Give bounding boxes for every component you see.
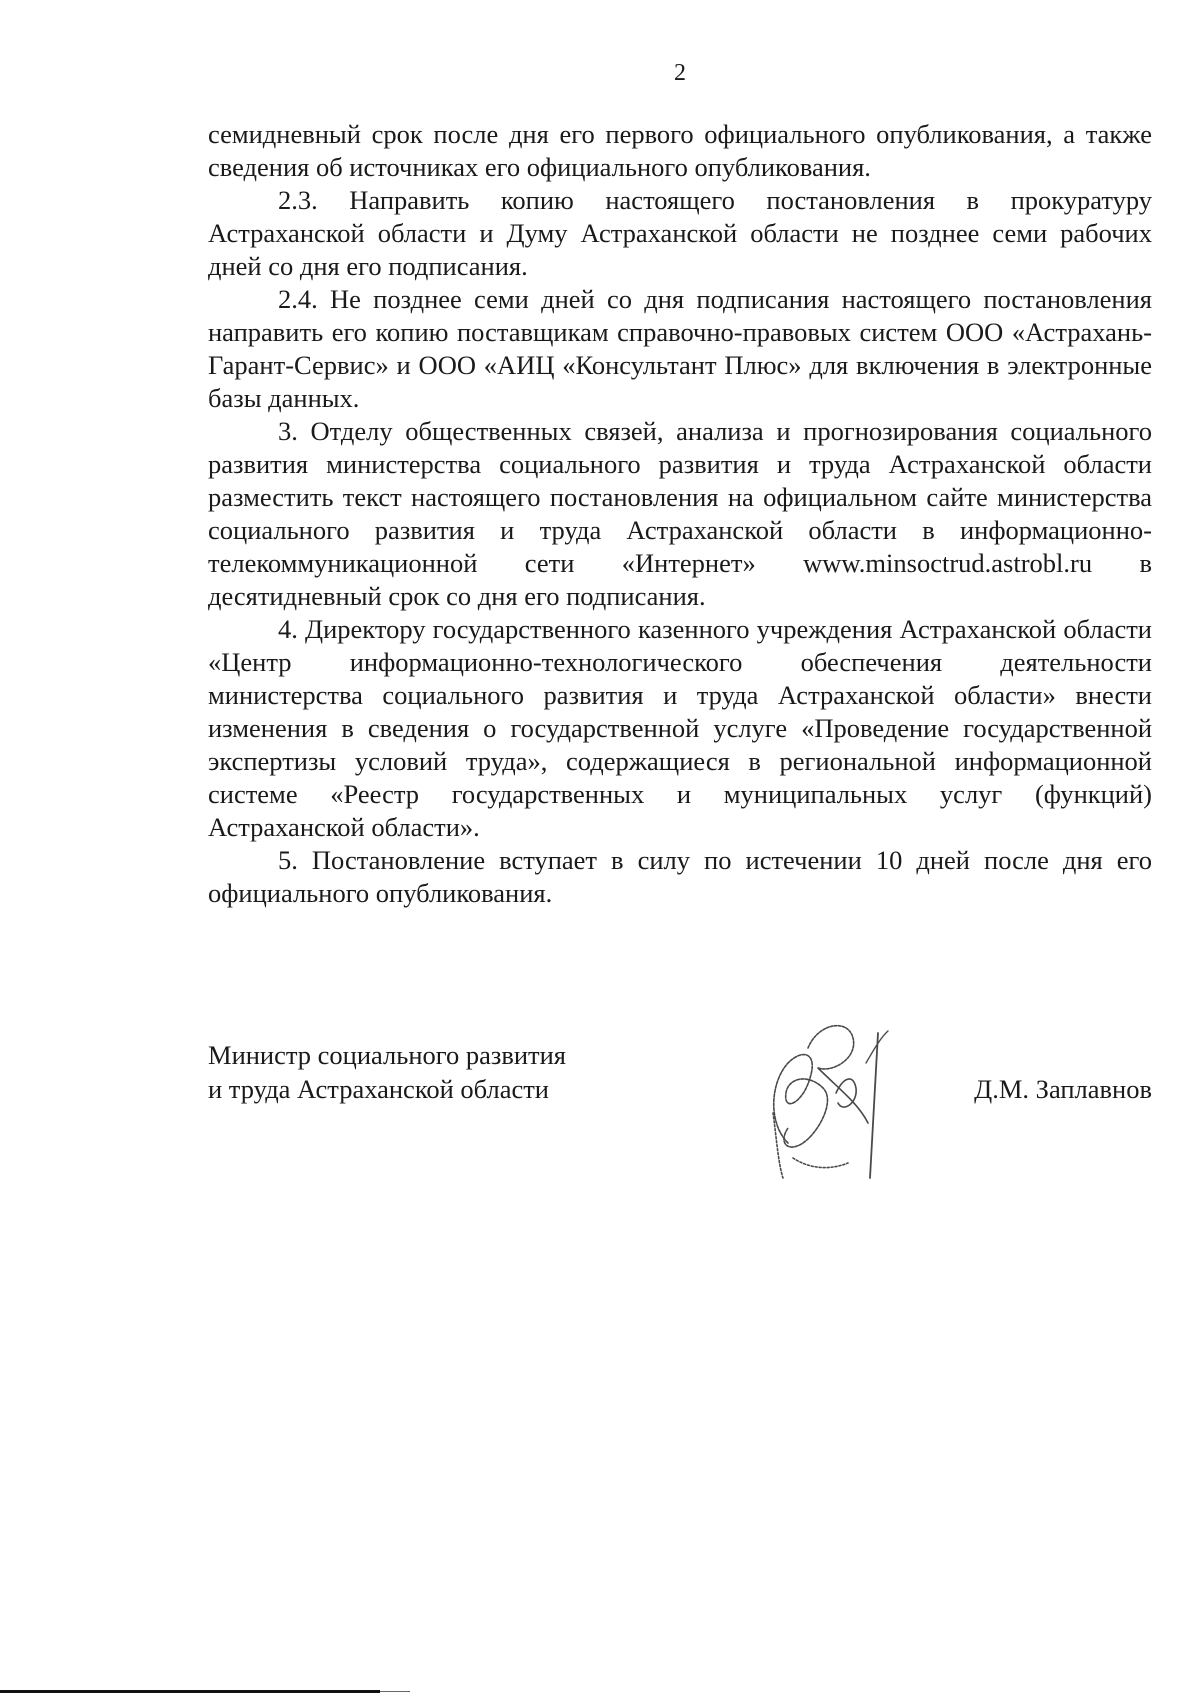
paragraph-2-4: 2.4. Не позднее семи дней со дня подписания настоящего постановления направить его копию поставщикам справочно-правовых систем ООО «Астрахань-Гарант-Сервис» и ООО «АИЦ «Консультант Плюс» для включения в электронные базы данных. xyxy=(208,284,1152,413)
handwritten-signature xyxy=(748,993,908,1193)
page-number: 2 xyxy=(674,60,686,86)
signatory-name: Д.М. Заплавнов xyxy=(974,1074,1152,1104)
paragraph-continuation: семидневный срок после дня его первого официального опубликования, а также сведения об источниках его официального опубликования. xyxy=(208,119,1152,182)
signature-block xyxy=(208,1038,1152,1178)
signatory-title-line-2: и труда Астраханской области xyxy=(208,1074,549,1104)
document-body xyxy=(208,118,1152,910)
signatory-title xyxy=(208,1038,628,1106)
signatory-title-line-1: Министр социального развития xyxy=(208,1040,566,1070)
footer-rule-tail xyxy=(380,1691,410,1692)
footer-rule xyxy=(0,1690,380,1693)
paragraph-2-3: 2.3. Направить копию настоящего постановления в прокуратуру Астраханской области и Думу Астраханской области не позднее семи рабочих дней со дня его подписания. xyxy=(208,185,1152,281)
paragraph-4: 4. Директору государственного казенного учреждения Астраханской области «Центр информационно-технологического обеспечения деятельности министерства социального развития и труда Астраханской области» внести изменения в сведения о государственной услуге «Проведение государственной экспертизы условий труда», содержащиеся в региональной информационной системе «Реестр государственных и муниципальных услуг (функций) Астраханской области». xyxy=(208,614,1152,842)
paragraph-3: 3. Отделу общественных связей, анализа и прогнозирования социального развития министерства социального развития и труда Астраханской области разместить текст настоящего постановления на официальном сайте министерства социального развития и труда Астраханской области в информационно-телекоммуникационной сети «Интернет» www.minsoctrud.astrobl.ru в десятидневный срок со дня его подписания. xyxy=(208,416,1152,611)
paragraph-5: 5. Постановление вступает в силу по истечении 10 дней после дня его официального опубликования. xyxy=(208,845,1152,908)
